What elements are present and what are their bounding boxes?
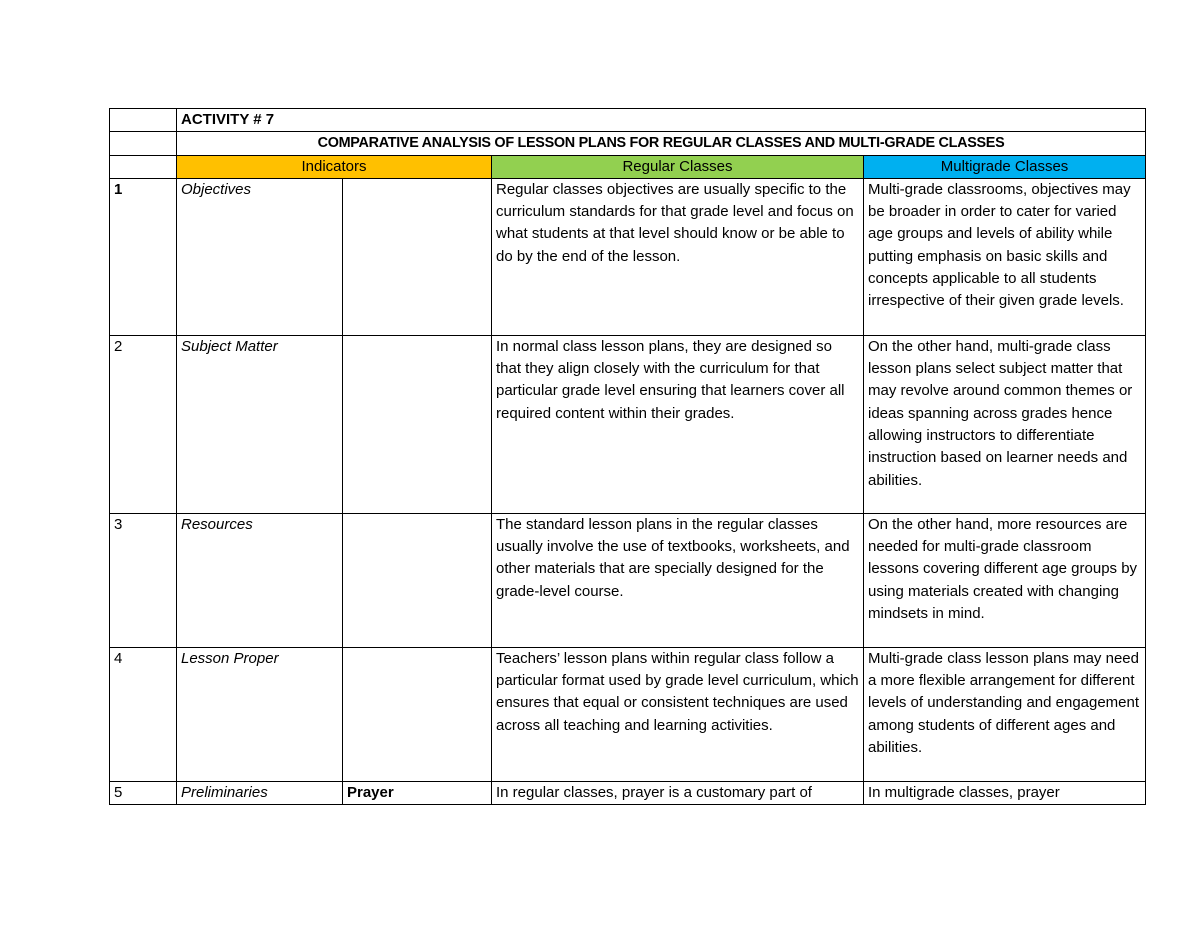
regular-classes-text: In normal class lesson plans, they are designed so that they align closely with the curriculum for that particular grade level ensuring that learners cover all required content within their grades. — [492, 335, 864, 513]
table-row — [110, 335, 1146, 513]
sub-indicator — [343, 178, 492, 335]
multigrade-classes-text: In multigrade classes, prayer — [864, 781, 1146, 804]
blank-cell — [110, 109, 177, 132]
sub-indicator — [343, 513, 492, 647]
row-number: 2 — [110, 335, 177, 513]
regular-classes-text: In regular classes, prayer is a customary part of — [492, 781, 864, 804]
table-row — [110, 781, 1146, 804]
title-row — [110, 109, 1146, 132]
sub-indicator — [343, 335, 492, 513]
activity-title: ACTIVITY # 7 — [177, 109, 1146, 132]
table-row — [110, 178, 1146, 335]
regular-classes-text: Regular classes objectives are usually specific to the curriculum standards for that grade level and focus on what students at that level should know or be able to do by the end of the lesson. — [492, 178, 864, 335]
regular-classes-text: The standard lesson plans in the regular classes usually involve the use of textbooks, worksheets, and other materials that are specially designed for the grade-level course. — [492, 513, 864, 647]
multigrade-classes-text: On the other hand, multi-grade class lesson plans select subject matter that may revolve around common themes or ideas spanning across grades hence allowing instructors to differentiate instruction based on learner needs and abilities. — [864, 335, 1146, 513]
blank-cell — [110, 155, 177, 178]
multigrade-classes-text: Multi-grade classrooms, objectives may be broader in order to cater for varied age groups and levels of ability while putting emphasis on basic skills and concepts applicable to all students irrespective of their given grade levels. — [864, 178, 1146, 335]
indicator-label: Lesson Proper — [177, 647, 343, 781]
row-number: 4 — [110, 647, 177, 781]
row-number: 3 — [110, 513, 177, 647]
comparison-table — [109, 108, 1146, 805]
row-number: 1 — [110, 178, 177, 335]
indicator-label: Resources — [177, 513, 343, 647]
multigrade-classes-text: On the other hand, more resources are needed for multi-grade classroom lessons covering different age groups by using materials created with changing mindsets in mind. — [864, 513, 1146, 647]
multigrade-classes-header: Multigrade Classes — [864, 155, 1146, 178]
table-row — [110, 647, 1146, 781]
indicator-label: Preliminaries — [177, 781, 343, 804]
subtitle-row — [110, 132, 1146, 155]
header-row — [110, 155, 1146, 178]
table-subtitle: COMPARATIVE ANALYSIS OF LESSON PLANS FOR REGULAR CLASSES AND MULTI-GRADE CLASSES — [177, 132, 1146, 155]
indicators-header: Indicators — [177, 155, 492, 178]
blank-cell — [110, 132, 177, 155]
multigrade-classes-text: Multi-grade class lesson plans may need a more flexible arrangement for different levels of understanding and engagement among students of different ages and abilities. — [864, 647, 1146, 781]
indicator-label: Objectives — [177, 178, 343, 335]
indicator-label: Subject Matter — [177, 335, 343, 513]
regular-classes-header: Regular Classes — [492, 155, 864, 178]
sub-indicator — [343, 647, 492, 781]
row-number: 5 — [110, 781, 177, 804]
sub-indicator: Prayer — [343, 781, 492, 804]
regular-classes-text: Teachers’ lesson plans within regular class follow a particular format used by grade level curriculum, which ensures that equal or consistent techniques are used across all teaching and learning activities. — [492, 647, 864, 781]
table-row — [110, 513, 1146, 647]
